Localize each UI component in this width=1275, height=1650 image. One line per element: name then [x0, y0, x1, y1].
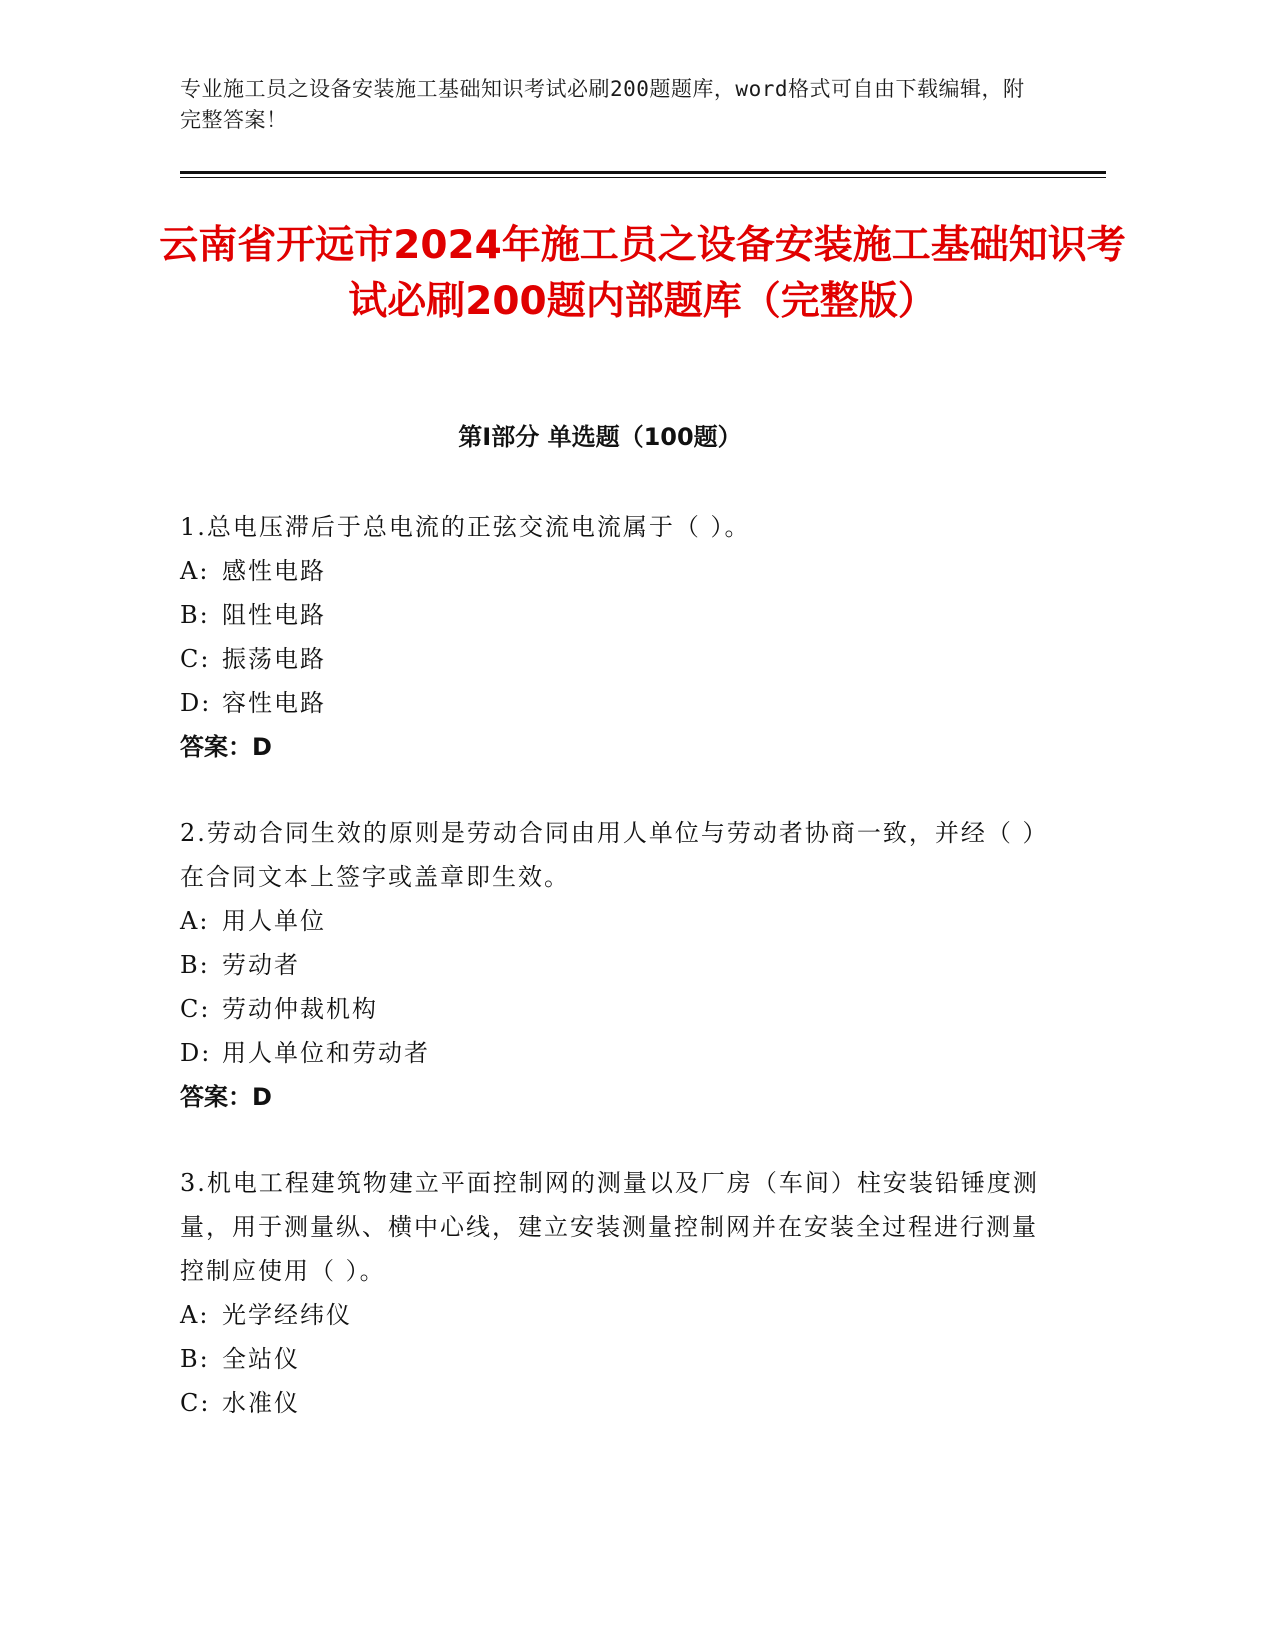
answer-line: 答案：D [180, 1083, 272, 1111]
option-key: D: [180, 1039, 212, 1067]
option-key: B: [180, 1345, 210, 1373]
option-key: B: [180, 951, 210, 979]
option-b [180, 593, 1040, 637]
option-a [180, 899, 1040, 943]
option-d [180, 681, 1040, 725]
option-text: 用人单位和劳动者 [222, 1039, 430, 1067]
option-text: 用人单位 [222, 907, 326, 935]
option-text: 振荡电路 [222, 645, 326, 673]
option-a [180, 549, 1040, 593]
option-b [180, 943, 1040, 987]
option-c [180, 987, 1040, 1031]
option-text: 劳动仲裁机构 [222, 995, 378, 1023]
option-key: D: [180, 689, 212, 717]
option-key: C: [180, 645, 211, 673]
option-key: A: [180, 557, 210, 585]
option-key: C: [180, 995, 211, 1023]
question-2 [180, 811, 1040, 1119]
option-text: 容性电路 [222, 689, 326, 717]
question-list [180, 505, 1040, 1467]
option-text: 劳动者 [222, 951, 300, 979]
header-note: 专业施工员之设备安装施工基础知识考试必刷200题题库，word格式可自由下载编辑，附完整答案！ [180, 77, 1025, 132]
option-b [180, 1337, 1040, 1381]
question-stem: 1.总电压滞后于总电流的正弦交流电流属于（ ）。 [180, 513, 751, 541]
option-text: 水准仪 [222, 1389, 300, 1417]
header-divider-thick [180, 171, 1106, 174]
option-text: 阻性电路 [222, 601, 326, 629]
option-key: B: [180, 601, 210, 629]
option-text: 感性电路 [222, 557, 326, 585]
question-3 [180, 1161, 1040, 1425]
option-key: A: [180, 907, 210, 935]
option-key: A: [180, 1301, 210, 1329]
option-text: 全站仪 [222, 1345, 300, 1373]
question-1 [180, 505, 1040, 769]
section-title: 第I部分 单选题（100题） [458, 423, 742, 451]
header-divider-thin [180, 177, 1106, 178]
option-c [180, 1381, 1040, 1425]
option-key: C: [180, 1389, 211, 1417]
answer-line: 答案：D [180, 733, 272, 761]
option-a [180, 1293, 1040, 1337]
document-title: 云南省开远市2024年施工员之设备安装施工基础知识考试必刷200题内部题库（完整版） [159, 223, 1126, 324]
question-stem: 3.机电工程建筑物建立平面控制网的测量以及厂房（车间）柱安装铅锤度测量，用于测量纵、横中心线，建立安装测量控制网并在安装全过程进行测量控制应使用（ ）。 [180, 1169, 1039, 1285]
option-c [180, 637, 1040, 681]
option-d [180, 1031, 1040, 1075]
question-stem: 2.劳动合同生效的原则是劳动合同由用人单位与劳动者协商一致，并经（ ）在合同文本上签字或盖章即生效。 [180, 819, 1037, 891]
option-text: 光学经纬仪 [222, 1301, 352, 1329]
